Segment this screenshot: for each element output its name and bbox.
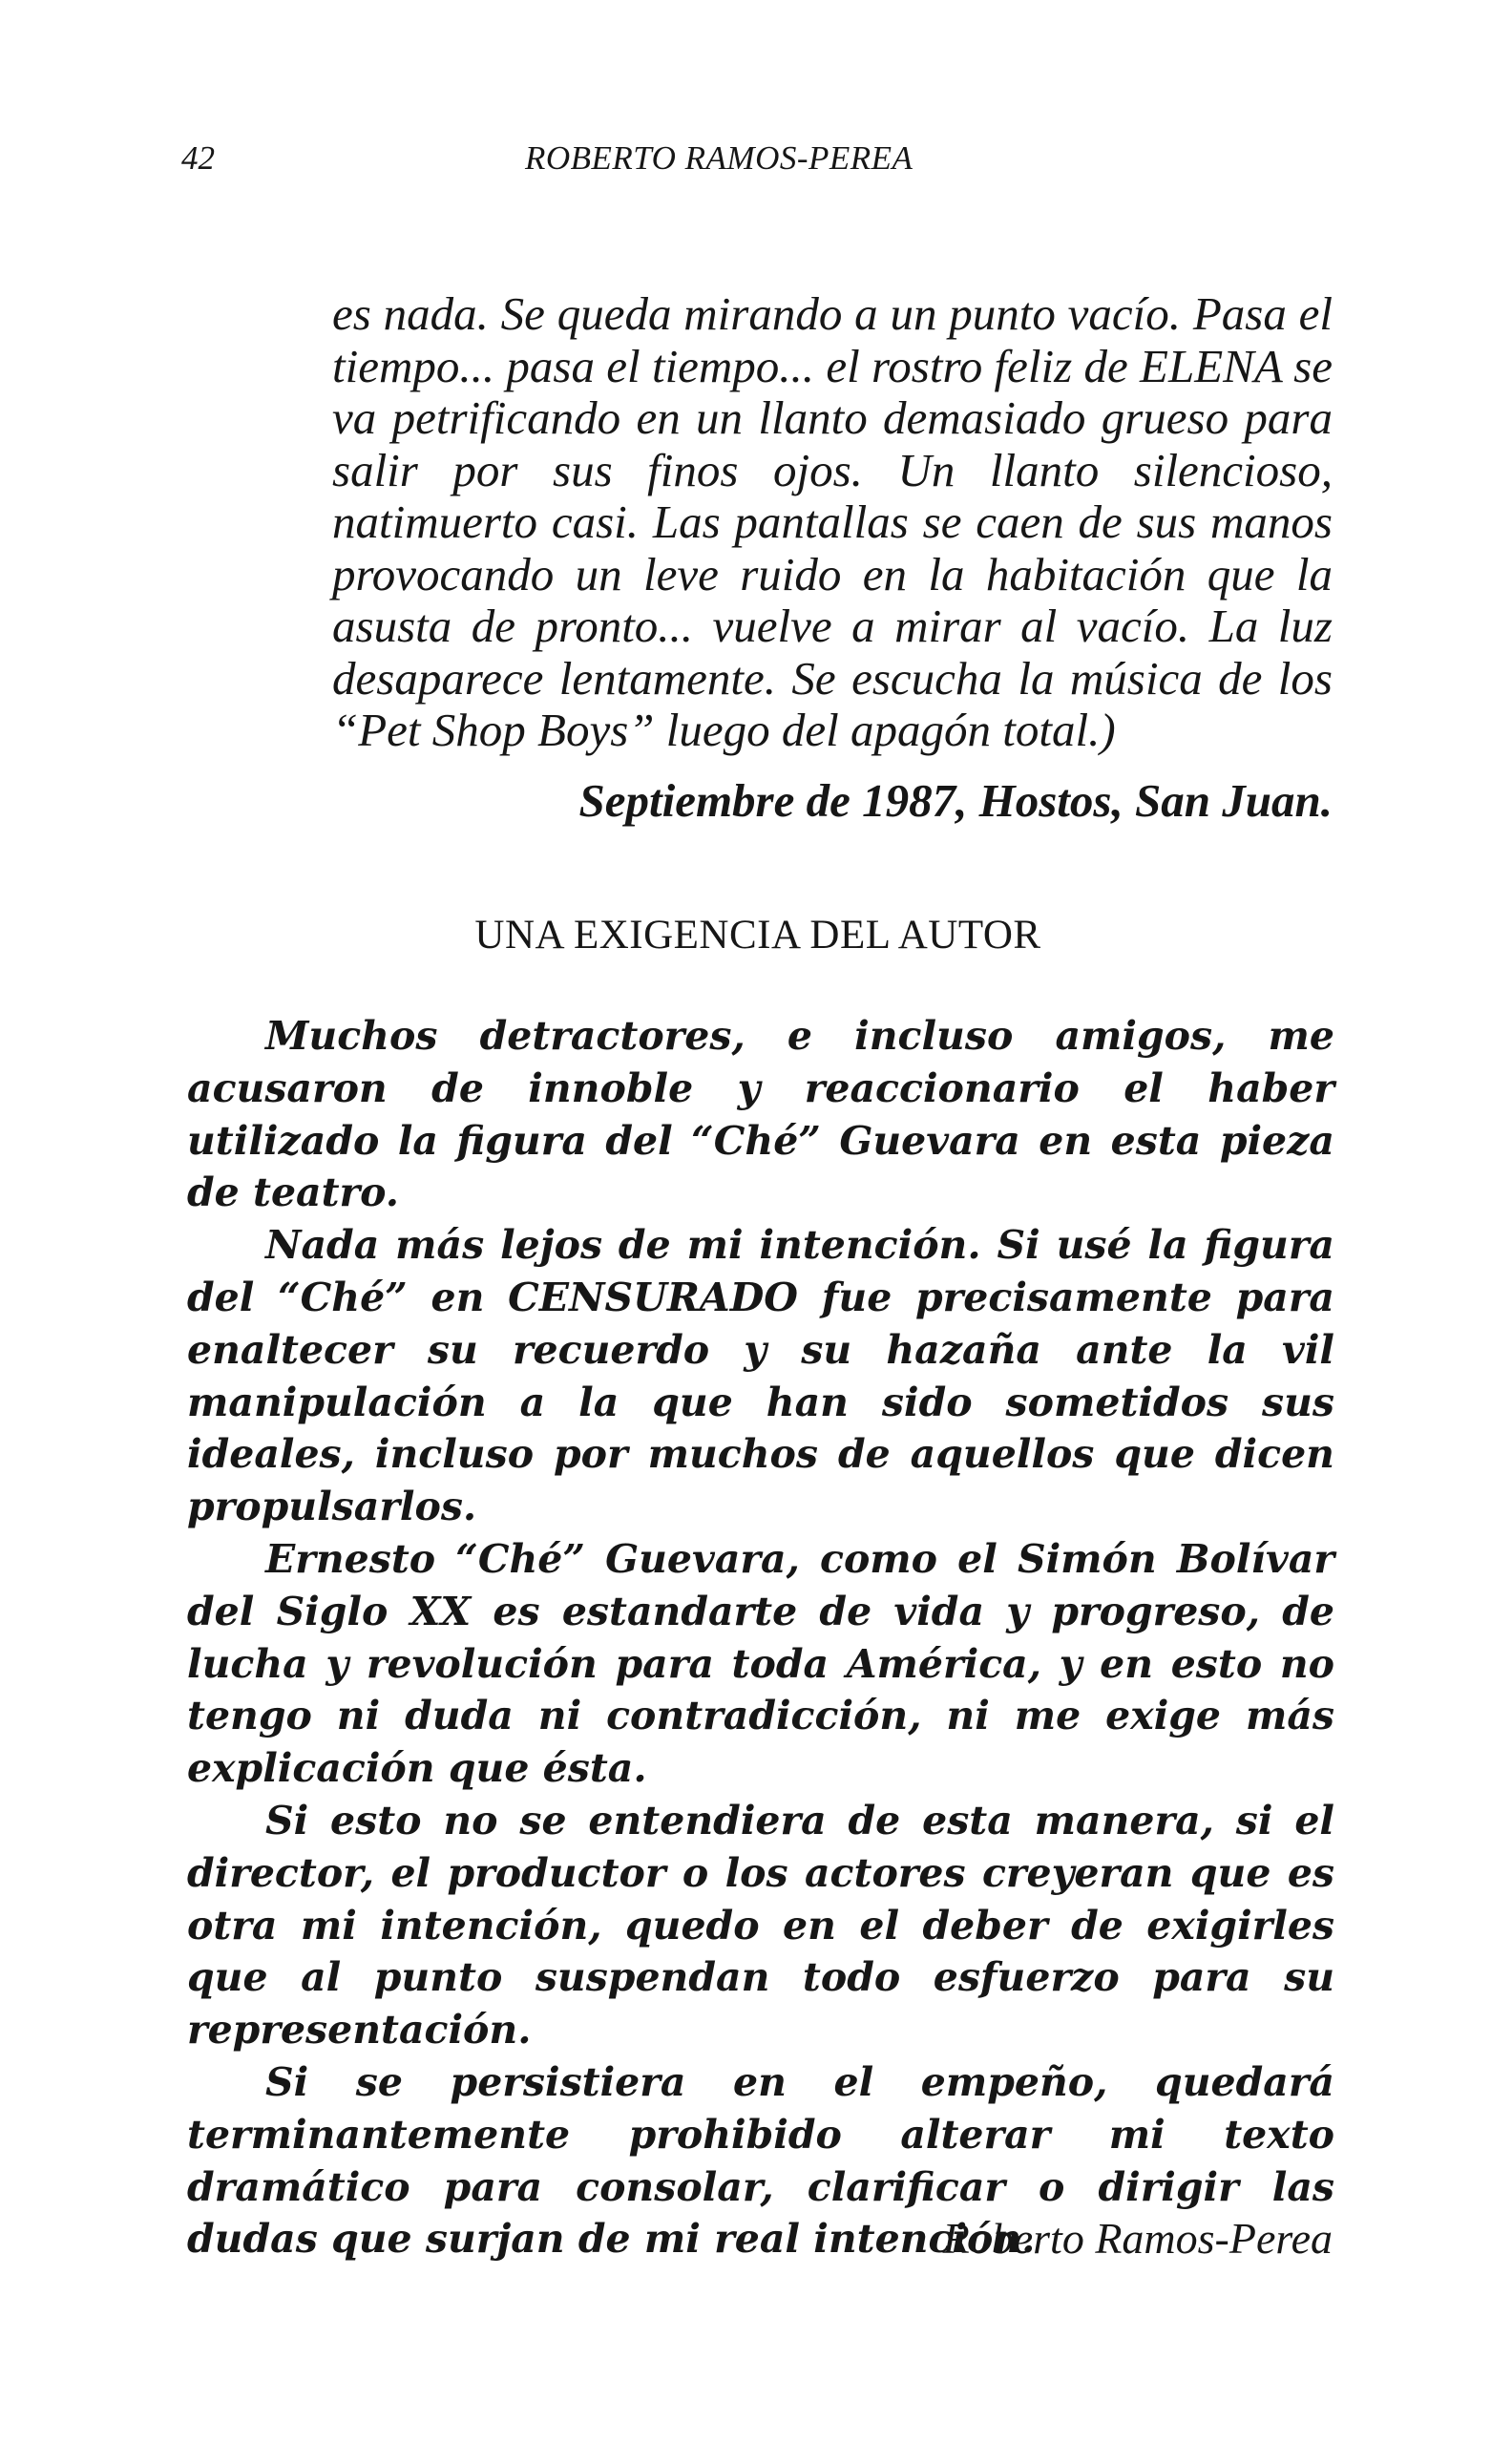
page-number: 42: [181, 139, 215, 177]
author-statement: [187, 1010, 1334, 2265]
statement-paragraph: Si esto no se entendiera de esta manera, si el director, el productor o los actores creyeran que es otra mi intención, quedo en el deber de exigirles que al punto suspendan todo esfuerzo para su representación.: [187, 1797, 1334, 2054]
section-title: UNA EXIGENCIA DEL AUTOR: [474, 913, 1041, 958]
author-signature: Roberto Ramos-Perea: [942, 2214, 1333, 2263]
running-head-author: ROBERTO RAMOS-PEREA: [525, 139, 914, 177]
statement-paragraph: Nada más lejos de mi intención. Si usé la figura del “Ché” en CENSURADO fue precisamente para enaltecer su recuerdo y su hazaña ante la vil manipulación a la que han sido sometidos sus ideales, incluso por muchos de aquellos que dicen propulsarlos.: [187, 1222, 1334, 1530]
statement-paragraph: Muchos detractores, e incluso amigos, me acusaron de innoble y reaccionario el haber utilizado la figura del “Ché” Guevara en esta pieza de teatro.: [187, 1013, 1334, 1216]
dateline: Septiembre de 1987, Hostos, San Juan.: [578, 774, 1333, 827]
statement-paragraph: Si se persistiera en el empeño, quedará terminantemente prohibido alterar mi texto dramático para consolar, clarificar o dirigir las dudas que surjan de mi real intención.: [187, 2058, 1334, 2263]
running-head: [181, 139, 1365, 187]
stage-directions-text: es nada. Se queda mirando a un punto vacío. Pasa el tiempo... pasa el tiempo... el rostro feliz de ELENA se va petrificando en un llanto demasiado grueso para salir por sus finos ojos. Un llanto silencioso, natimuerto casi. Las pantallas se caen de sus manos provocando un leve ruido en la habitación que la asusta de pronto... vuelve a mirar al vacío. La luz desaparece lentamente. Se escucha la música de los “Pet Shop Boys” luego del apagón total.): [332, 287, 1333, 756]
statement-paragraph: Ernesto “Ché” Guevara, como el Simón Bolívar del Siglo XX es estandarte de vida y progreso, de lucha y revolución para toda América, y en esto no tengo ni duda ni contradicción, ni me exige más explicación que ésta.: [187, 1535, 1334, 1792]
